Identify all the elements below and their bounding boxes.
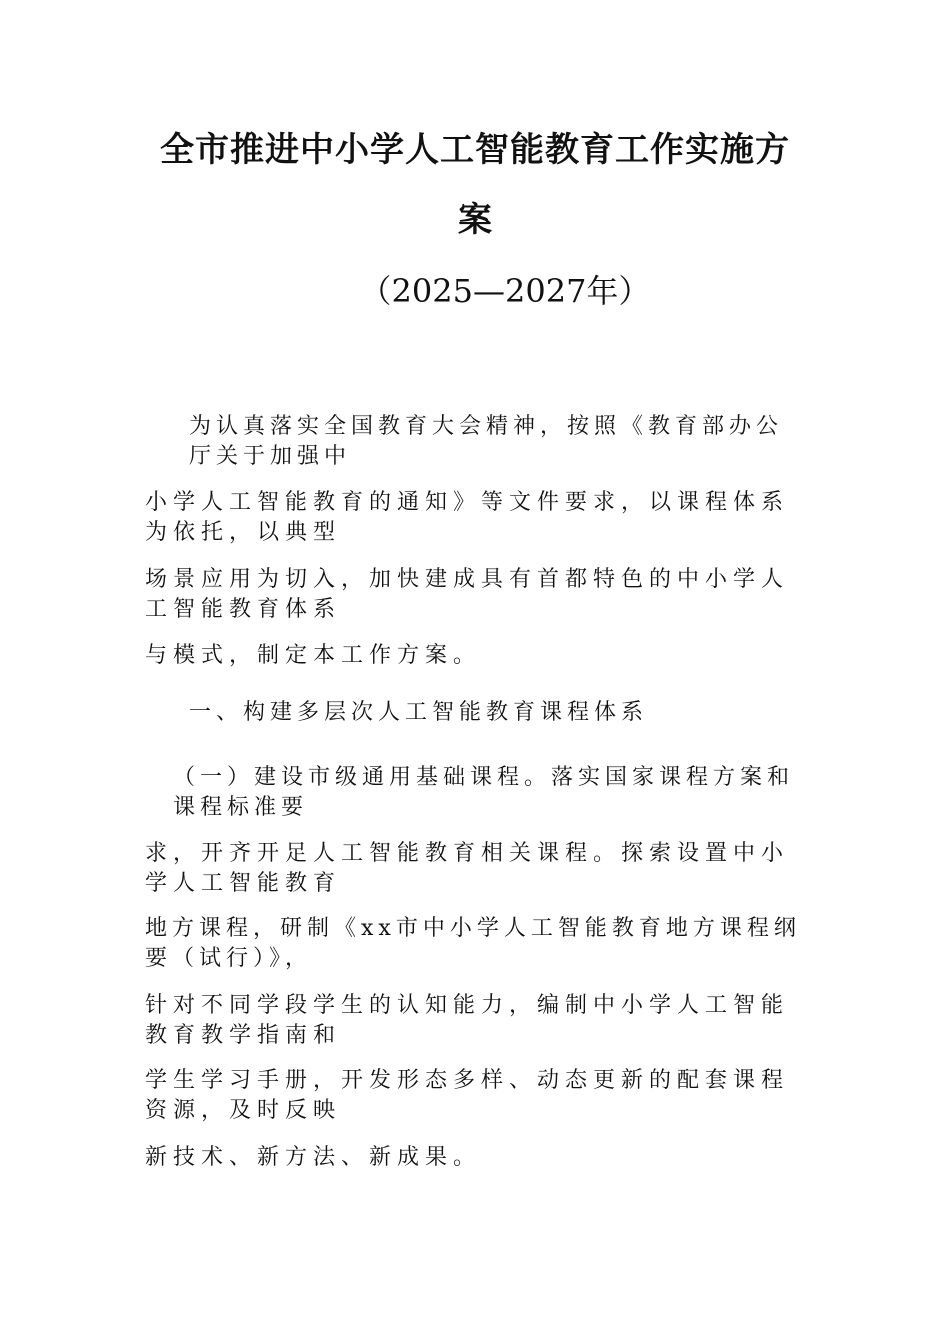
document-title: 全市推进中小学人工智能教育工作实施方 bbox=[160, 130, 790, 170]
subsection-paragraph-line: 求，开齐开足人工智能教育相关课程。探索设置中小学人工智能教育 bbox=[145, 841, 790, 896]
section-heading: 一、构建多层次人工智能教育课程体系 bbox=[189, 700, 649, 725]
intro-paragraph-line: 与模式，制定本工作方案。 bbox=[145, 643, 482, 668]
subsection-paragraph-line: （一）建设市级通用基础课程。落实国家课程方案和课程标准要 bbox=[173, 765, 795, 820]
document-subtitle-years: （2025—2027年） bbox=[359, 272, 651, 310]
document-title-continued: 案 bbox=[458, 200, 492, 240]
subsection-paragraph-line: 新技术、新方法、新成果。 bbox=[145, 1145, 482, 1170]
intro-paragraph-line: 为认真落实全国教育大会精神，按照《教育部办公厅关于加强中 bbox=[189, 414, 784, 469]
subsection-paragraph-line: 地方课程，研制《xx市中小学人工智能教育地方课程纲要（试行）》， bbox=[145, 916, 801, 971]
intro-paragraph-line: 小学人工智能教育的通知》等文件要求，以课程体系为依托，以典型 bbox=[145, 490, 790, 545]
intro-paragraph-line: 场景应用为切入，加快建成具有首都特色的中小学人工智能教育体系 bbox=[145, 567, 790, 622]
subsection-paragraph-line: 学生学习手册，开发形态多样、动态更新的配套课程资源，及时反映 bbox=[145, 1068, 790, 1123]
subsection-paragraph-line: 针对不同学段学生的认知能力，编制中小学人工智能教育教学指南和 bbox=[145, 993, 790, 1048]
